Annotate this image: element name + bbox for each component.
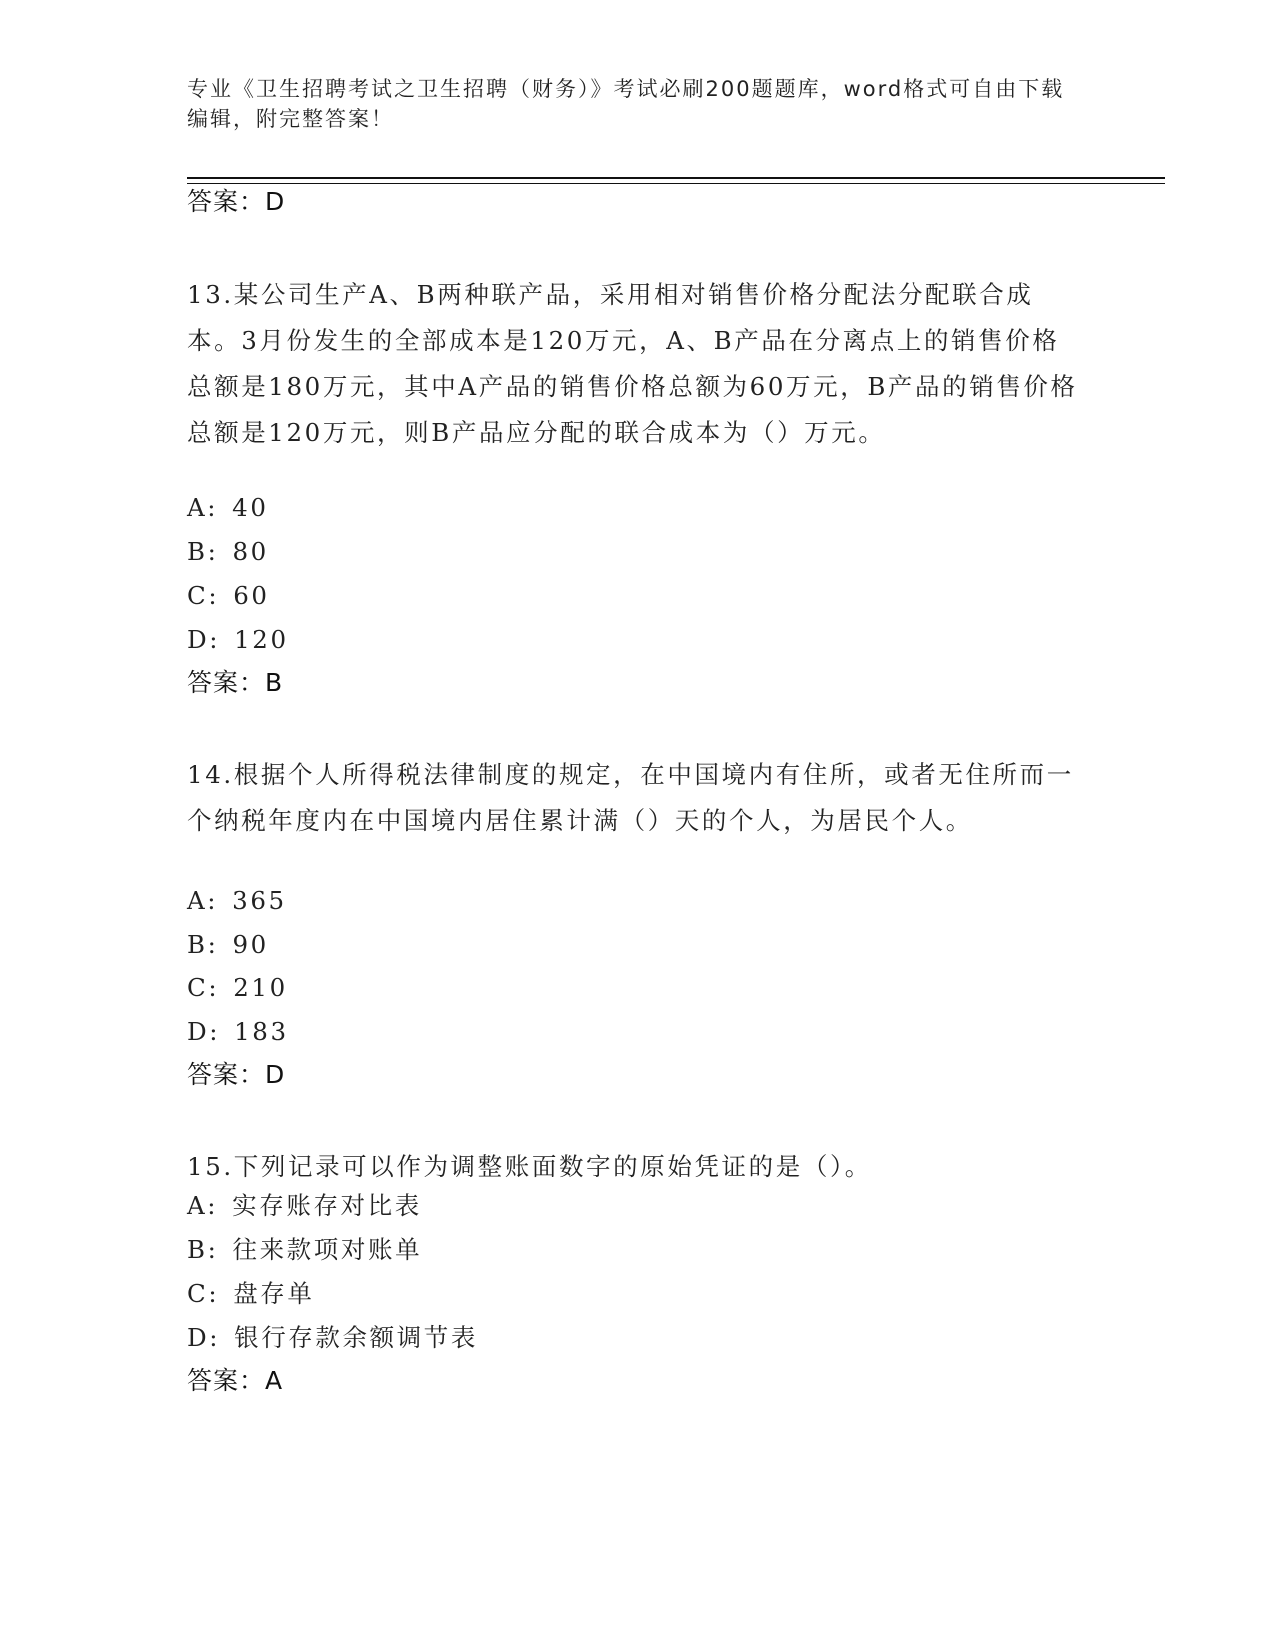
option-text: 80 xyxy=(232,537,269,566)
question-13-option-c xyxy=(187,579,270,613)
question-14-option-d xyxy=(187,1015,289,1049)
option-letter: A: xyxy=(187,886,219,915)
question-15-option-c xyxy=(187,1277,315,1311)
option-text: 90 xyxy=(232,930,269,959)
question-15-option-a xyxy=(187,1189,422,1223)
option-letter: D: xyxy=(187,1323,221,1352)
option-text: 365 xyxy=(232,886,287,915)
question-13-text: 13.某公司生产A、B两种联产品，采用相对销售价格分配法分配联合成本。3月份发生的全部成本是120万元，A、B产品在分离点上的销售价格总额是180万元，其中A产品的销售价格总额为60万元，B产品的销售价格总额是120万元，则B产品应分配的联合成本为（）万元。 xyxy=(187,280,1078,447)
option-text: 120 xyxy=(234,625,289,654)
option-letter: B: xyxy=(187,537,219,566)
document-header: 专业《卫生招聘考试之卫生招聘（财务）》考试必刷200题题库，word格式可自由下载编辑，附完整答案！ xyxy=(187,77,1065,131)
question-14-text: 14.根据个人所得税法律制度的规定，在中国境内有住所，或者无住所而一个纳税年度内在中国境内居住累计满（）天的个人，为居民个人。 xyxy=(187,760,1074,835)
question-14-option-c xyxy=(187,971,288,1005)
option-letter: D: xyxy=(187,625,221,654)
option-text: 210 xyxy=(233,973,288,1002)
option-letter: B: xyxy=(187,1235,219,1264)
question-13-option-a xyxy=(187,491,269,525)
question-15-text: 15.下列记录可以作为调整账面数字的原始凭证的是（）。 xyxy=(187,1152,872,1181)
option-text: 实存账存对比表 xyxy=(232,1191,422,1220)
header-rule-thin xyxy=(187,183,1165,184)
question-13-option-d xyxy=(187,623,289,657)
option-text: 往来款项对账单 xyxy=(232,1235,423,1264)
header-rule-thick xyxy=(187,177,1165,179)
answer-q14: 答案：D xyxy=(187,1060,286,1089)
option-letter: A: xyxy=(187,493,219,522)
option-letter: B: xyxy=(187,930,219,959)
question-13-option-b xyxy=(187,535,269,569)
answer-q15: 答案：A xyxy=(187,1366,284,1395)
answer-q13: 答案：B xyxy=(187,668,284,697)
option-text: 银行存款余额调节表 xyxy=(234,1323,479,1352)
option-letter: C: xyxy=(187,1279,220,1308)
option-text: 40 xyxy=(232,493,269,522)
option-letter: A: xyxy=(187,1191,219,1220)
question-14-option-b xyxy=(187,928,269,962)
question-15-option-b xyxy=(187,1233,422,1267)
option-letter: C: xyxy=(187,581,220,610)
option-text: 60 xyxy=(233,581,270,610)
question-14-option-a xyxy=(187,884,287,918)
answer-q12: 答案：D xyxy=(187,187,286,216)
option-letter: D: xyxy=(187,1017,221,1046)
option-text: 盘存单 xyxy=(233,1279,315,1308)
option-letter: C: xyxy=(187,973,220,1002)
question-15-option-d xyxy=(187,1321,478,1355)
option-text: 183 xyxy=(234,1017,289,1046)
